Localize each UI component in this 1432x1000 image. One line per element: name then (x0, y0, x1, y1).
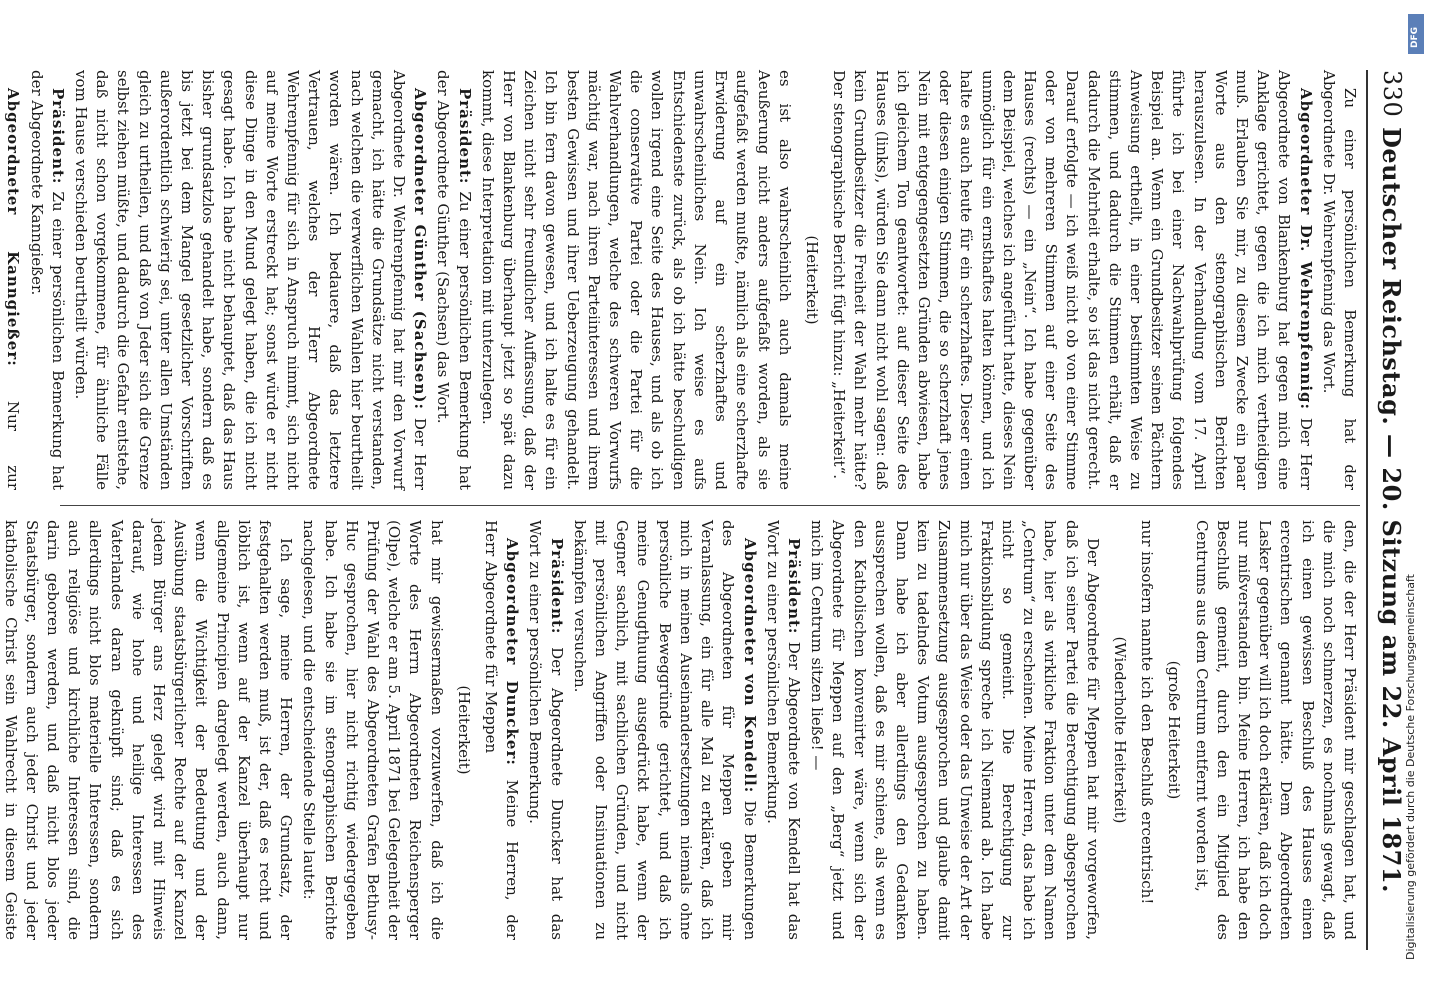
paragraph-text: Nur zur (4, 401, 23, 490)
paragraph-text: (Heiterkeit) (802, 235, 821, 325)
paragraph-text: Der Herr Abgeordnete Dr. Wehrenpfennig hat mir den Vorwurf gemacht, ich hätte die Grundsätze nicht verstanden, nach welchen die verwerflichen Wahlen hier beurtheilt worden wären. Ich bedauere, daß das letztere Vertrauen, welches der Herr Abgeordnete Wehrenpfennig für sich in Anspruch nimmt, sich nicht auf meine Worte erstreckt hat; sonst würde er nicht diese Dinge in den Mund gelegt haben, die ich nicht gesagt habe. Ich habe nicht behauptet, daß das Haus bisher grundsatzlos gehandelt habe, sondern daß es bis jetzt bei dem Mangel gesetzlicher Vorschriften außerordentlich schwierig sei, unter allen Umständen gleich zu urtheilen, und daß von Jeder sich die Grenze selbst ziehen müßte, und dadurch die Gefahr entstehe, daß nicht schon vorgekommene, für ähnliche Fälle vom Hause verschieden beurtheilt würden. (72, 70, 430, 490)
digitization-notice (1396, 30, 1432, 970)
rotated-page-content (1, 0, 1420, 1000)
paragraph (762, 520, 804, 940)
paragraph (524, 520, 566, 940)
paragraph (1136, 520, 1157, 940)
paragraph-text: Der Herr Abgeordnete von Blankenburg hat gegen mich eine Anklage gerichtet, gegen die ich mich vertheidigen muß. Erlauben Sie mir, zu diesem Zwecke ein paar Worte aus den stenographischen Berichten herauszulesen. In der Verhandlung vom 17. April führte ich bei einer Nachwahlprüfung folgendes Beispiel an. Wenn ein Grundbesitzer seinen Pächtern Anweisung ertheilt, in einer bestimmten Weise zu stimmen, und dadurch die Stimmen erhält, daß er dadurch die Mehrheit erhalte, so ist das nicht gerecht. Darauf erfolgte — ich weiß nicht ob von einer Stimme oder von mehreren Stimmen auf einer Seite des Hauses (rechts) — ein „Nein“. Ich habe gegenüber dem Beispiel, welches ich angeführt hatte, dieses Nein unmöglich für ein ernsthaftes halten können, und ich halte es auch heute für ein scherzhaftes. Dieser einen oder diesen einigen Stimmen, die so scherzhaft jenes Nein mit entgegengesetzten Gründen abwiesen, habe ich gleichem Ton geantwortet: auf dieser Seite des Hauses (links), würden Sie dann nicht wohl sagen: daß kein Grundbesitzer die Freiheit der Wahl mehr hätte? Der stenographische Bericht fügt hinzu: „Heiterkeit“. (830, 70, 1315, 490)
paragraph (0, 70, 23, 490)
paragraph-text: hat mir gewissermaßen vorzuwerfen, daß ich die Worte des Herrn Abgeordneten Reichensperger (Olpe), welche er am 5. April 1871 bei Gelegenheit der Prüfung der Wahl des Abgeordneten Grafen Bethusy-Huc gesprochen, hier nicht richtig wiedergegeben habe. Ich habe sie im stenographischen Berichte nachgelesen, und die entscheidende Stelle lautet: (300, 520, 446, 940)
paragraph-text: Zu einer persönlichen Bemerkung hat der Abgeordnete Dr. Wehrenpfennig das Wort. (1319, 70, 1359, 490)
paragraph-text: (Heiterkeit) (454, 685, 473, 775)
speaker-name: Präsident: (547, 538, 566, 635)
header-rule (1366, 70, 1368, 950)
paragraph (432, 70, 474, 490)
stage-direction (1109, 520, 1130, 940)
paragraph-text: (Wiederholte Heiterkeit) (1110, 636, 1129, 824)
paragraph-text: Zu einer persönlichen Bemerkung hat der Abgeordnete Kanngießer. (27, 70, 67, 490)
running-title: Deutscher Reichstag. — 20. Sitzung am 22. April 1871. (1377, 127, 1406, 893)
paragraph (25, 70, 67, 490)
left-column (4, 70, 1360, 490)
paragraph (0, 520, 296, 940)
right-column (1, 520, 1360, 940)
speaker-name: Abgeordneter Günther (Sachsen): (411, 88, 430, 411)
paragraph-text: Ich sage, meine Herren, der Grundsatz, der festgehalten werden muß, ist der, daß es recht und löblich ist, wenn auf der Kanzel überhaupt nur allgemeine Principien dargelegt werden, auch dann, wenn die Wichtigkeit der Bedeutung und der Ausübung staatsbürgerlicher Rechte auf der Kanzel jedem Bürger ans Herz gelegt wird mit Hinweis darauf, wie hohe und heilige Interessen des Vaterlandes daran geknüpft sind; daß es sich allerdings nicht blos materielle Interessen, sondern auch religiöse und kirchliche Interessen sind, die darin geboren werden, und daß nicht blos jeder Staatsbürger, sondern auch jeder Christ und jeder katholische Christ sein Wahlrecht in diesem Geiste (1, 520, 296, 940)
stage-direction (801, 70, 822, 490)
paragraph-text: Der Abgeordnete Duncker hat das Wort zu einer persönlichen Bemerkung. (526, 520, 566, 940)
stage-direction (1163, 520, 1184, 940)
stage-direction (453, 520, 474, 940)
page-number: 330 (1378, 70, 1406, 118)
paragraph-text: Die Bemerkungen des Abgeordneten für Meppen geben mir Veranlassung, ein für alle Mal zu erklären, daß ich mich in meinen Auseinandersetzungen niemals ohne persönliche Beweggründe gerichtet, und daß ich meine Genugthuung ausgedrückt habe, wenn der Gegner sachlich, mit sachlichen Gründen, und nicht mit persönlichen Angriffen oder Insinuationen zu bekämpfen versuchen. (570, 520, 759, 940)
speaker-name: Abgeordneter von Kendell: (740, 538, 759, 794)
speaker-name: Abgeordneter Duncker: (503, 538, 522, 766)
paragraph (569, 520, 760, 940)
paragraph-text: den, die der Herr Präsident mir geschlagen hat, und die mich noch schmerzen, es nochmals gewagt, daß ich einen gewissen Beschluß des Hauses einen ercentrischen genannt hätte. Dem Abgeordneten Lasker gegenüber will ich doch erklären, daß ich doch nur mißverstanden bin. Meine Herren, ich habe den Beschluß gemeint, durch den ein Mitglied des Centrums aus dem Centrum entfernt worden ist, (1192, 520, 1359, 940)
paragraph (477, 70, 795, 490)
paragraph (298, 520, 446, 940)
paragraph-text: Der Abgeordnete für Meppen hat mir vorgeworfen, daß ich seiner Partei die Berechtigung abgesprochen habe, hier als wirkliche Fraktion unter dem Namen „Centrum“ zu erscheinen. Meine Herren, das habe ich nicht so gemeint. Die Berechtigung zur Fraktionsbildung spreche ich Niemand ab. Ich habe mich nur über das Weise oder das Unweise der Art der Zusammensetzung ausgesprochen und glaube damit kein zu tadelndes Votum ausgesprochen zu haben. Dann habe ich aber allerdings den Gedanken aussprechen wollen, daß es mir schiene, als wenn es den Katholischen konvenirter wäre, wenn sich der Abgeordnete für Meppen auf den „Berg“ jetzt und mich im Centrum sitzen ließe! — (808, 520, 1102, 940)
paragraph-text: (große Heiterkeit) (1165, 660, 1184, 800)
paragraph-text: Der Abgeordnete von Kendell hat das Wort zu einer persönlichen Bemerkung. (763, 520, 803, 940)
speaker-name: Abgeordneter Dr. Wehrenpfennig: (1296, 88, 1315, 411)
paragraph (1190, 520, 1360, 940)
paragraph-text: Meine Herren, der Herr Abgeordnete für Meppen (482, 520, 522, 940)
dfg-logo (1408, 14, 1424, 54)
paragraph (1318, 70, 1360, 490)
paragraph-text: nur insofern nannte ich den Beschluß ercentrisch! (1138, 520, 1157, 905)
speaker-name: Präsident: (455, 88, 474, 185)
paragraph (480, 520, 522, 940)
paragraph (70, 70, 430, 490)
digitization-text: Digitalisierung gefördert durch die Deutsche Forschungsgemeinschaft (1404, 574, 1417, 960)
column-divider (60, 505, 1360, 506)
speaker-name: Abgeordneter Kanngießer: (4, 88, 23, 367)
speaker-name: Präsident: (48, 88, 67, 185)
paragraph-text: Zu einer persönlichen Bemerkung hat der Abgeordnete Günther (Sachsen) das Wort. (434, 70, 474, 490)
speaker-name: Präsident: (784, 538, 803, 635)
paragraph-text: es ist also wahrscheinlich auch damals meine Aeußerung nicht anders aufgefaßt worden, als sie aufgefaßt werden mußte, nämlich als eine scherzhafte Erwiderung auf ein scherzhaftes und unwahrscheinliches Nein. Ich weise es aufs Entschiedenste zurück, als ob ich hätte beschuldigen wollen irgend eine Seite des Hauses, und als ob ich die conservative Partei oder die Partei für die Wahlverhandlungen, welche des schweren Vorwurfs mächtig war, nach ihren Parteiinteressen und ihrem besten Gewissen und ihrer Ueberzeugung gehandelt. Ich bin fern davon gewesen, und ich halte es für ein Zeichen nicht sehr freundlicher Auffassung, daß der Herr von Blankenburg überhaupt jetzt so spät dazu kommt, diese Interpretation mit unterzulegen. (478, 70, 794, 490)
dfg-logo-text: DFG (1410, 26, 1420, 48)
paragraph (806, 520, 1103, 940)
paragraph (828, 70, 1316, 490)
